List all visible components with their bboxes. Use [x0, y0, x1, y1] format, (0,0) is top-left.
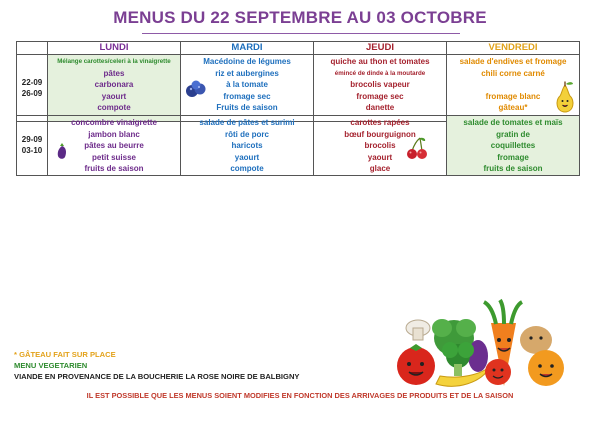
page-title: MENUS DU 22 SEPTEMBRE AU 03 OCTOBRE: [113, 8, 487, 27]
menu-item: salade de pâtes et surimi: [199, 118, 295, 127]
menu-item: haricots: [231, 141, 263, 150]
menu-item: gâteau*: [498, 103, 528, 112]
date-start: 29-09: [21, 135, 43, 145]
day-header-vendredi: VENDREDI: [447, 42, 580, 55]
week-2-dates: [17, 116, 48, 176]
title-underline: [142, 33, 460, 34]
cherries-icon: [406, 136, 428, 160]
menu-vendredi-week-2: [447, 116, 580, 176]
eggplant-icon: [56, 142, 68, 160]
menu-mardi-week-1: [181, 55, 314, 122]
note-vegetarien: MENU VEGETARIEN: [14, 361, 88, 370]
menu-item: salade de tomates et maïs: [463, 118, 563, 127]
menu-item: fruits de saison: [84, 164, 144, 173]
menu-item: fromage blanc: [485, 91, 541, 101]
menu-item: petit suisse: [91, 152, 136, 162]
menu-item: carottes rapées: [350, 118, 410, 127]
menu-item: glace: [369, 164, 391, 173]
menu-item: fromage sec: [356, 91, 404, 101]
menu-item: fruits de saison: [483, 164, 543, 173]
menu-item: brocolis: [364, 141, 396, 150]
menu-item: compote: [230, 164, 264, 173]
menu-item: brocolis vapeur: [350, 80, 410, 89]
menu-vendredi-week-1: [447, 55, 580, 122]
menu-lundi-week-1: [48, 55, 181, 122]
menu-week-1: [16, 41, 580, 122]
menu-item: coquillettes: [490, 141, 536, 150]
week-2-row: [17, 116, 580, 176]
date-start: 22-09: [21, 78, 43, 87]
menu-item: salade d'endives et fromage: [459, 57, 567, 66]
menu-item: Macédoine de légumes: [203, 57, 291, 66]
week-1-dates: [17, 55, 48, 122]
menu-item: rôti de porc: [224, 129, 269, 139]
menu-item: fromage: [497, 152, 529, 162]
note-gateau: * GÂTEAU FAIT SUR PLACE: [14, 350, 116, 359]
menu-item: à la tomate: [226, 80, 268, 89]
pear-icon: [553, 81, 577, 115]
menu-item: yaourt: [234, 152, 260, 162]
menu-item: chili corne carné: [481, 68, 545, 78]
menu-lundi-week-2: [48, 116, 181, 176]
menu-item: yaourt: [367, 152, 393, 162]
menu-item: gratin de: [496, 129, 530, 139]
note-viande: VIANDE EN PROVENANCE DE LA BOUCHERIE LA ROSE NOIRE DE BALBIGNY: [14, 372, 300, 381]
menu-item: fromage sec: [223, 91, 271, 101]
disclaimer: IL EST POSSIBLE QUE LES MENUS SOIENT MODIFIES EN FONCTION DES ARRIVAGES DE PRODUITS ET DE LA SAISON: [86, 391, 514, 400]
menu-jeudi-week-2: [314, 116, 447, 176]
menu-item: émincé de dinde à la moutarde: [334, 69, 426, 77]
day-header-lundi: LUNDI: [48, 42, 181, 55]
menu-item: carbonara: [94, 80, 134, 89]
menu-item: pâtes au beurre: [84, 141, 144, 150]
menu-item: concombre vinaigrette: [71, 118, 157, 127]
menu-jeudi-week-1: [314, 55, 447, 122]
header-date-cell: [17, 42, 48, 55]
date-end: 03-10: [21, 146, 43, 156]
day-header-jeudi: JEUDI: [314, 42, 447, 55]
week-1-row: [17, 55, 580, 122]
date-end: 26-09: [21, 89, 43, 98]
menu-item: danette: [365, 103, 395, 112]
menu-item: Fruits de saison: [216, 103, 278, 112]
vegetables-illustration: [396, 298, 572, 390]
blueberries-icon: [185, 79, 207, 99]
menu-week-2: [16, 115, 580, 176]
menu-item: compote: [97, 103, 131, 112]
menu-item: yaourt: [101, 91, 127, 101]
menu-item: riz et aubergines: [215, 68, 279, 78]
menu-item: bœuf bourguignon: [344, 129, 416, 139]
day-header-mardi: MARDI: [181, 42, 314, 55]
menu-item: Mélange carottes/celeri à la vinaigrette: [57, 58, 171, 65]
menu-item: quiche au thon et tomates: [330, 57, 430, 66]
menu-item: pâtes: [103, 68, 125, 78]
days-header-row: [17, 42, 580, 55]
menu-mardi-week-2: [181, 116, 314, 176]
menu-item: jambon blanc: [88, 129, 140, 139]
